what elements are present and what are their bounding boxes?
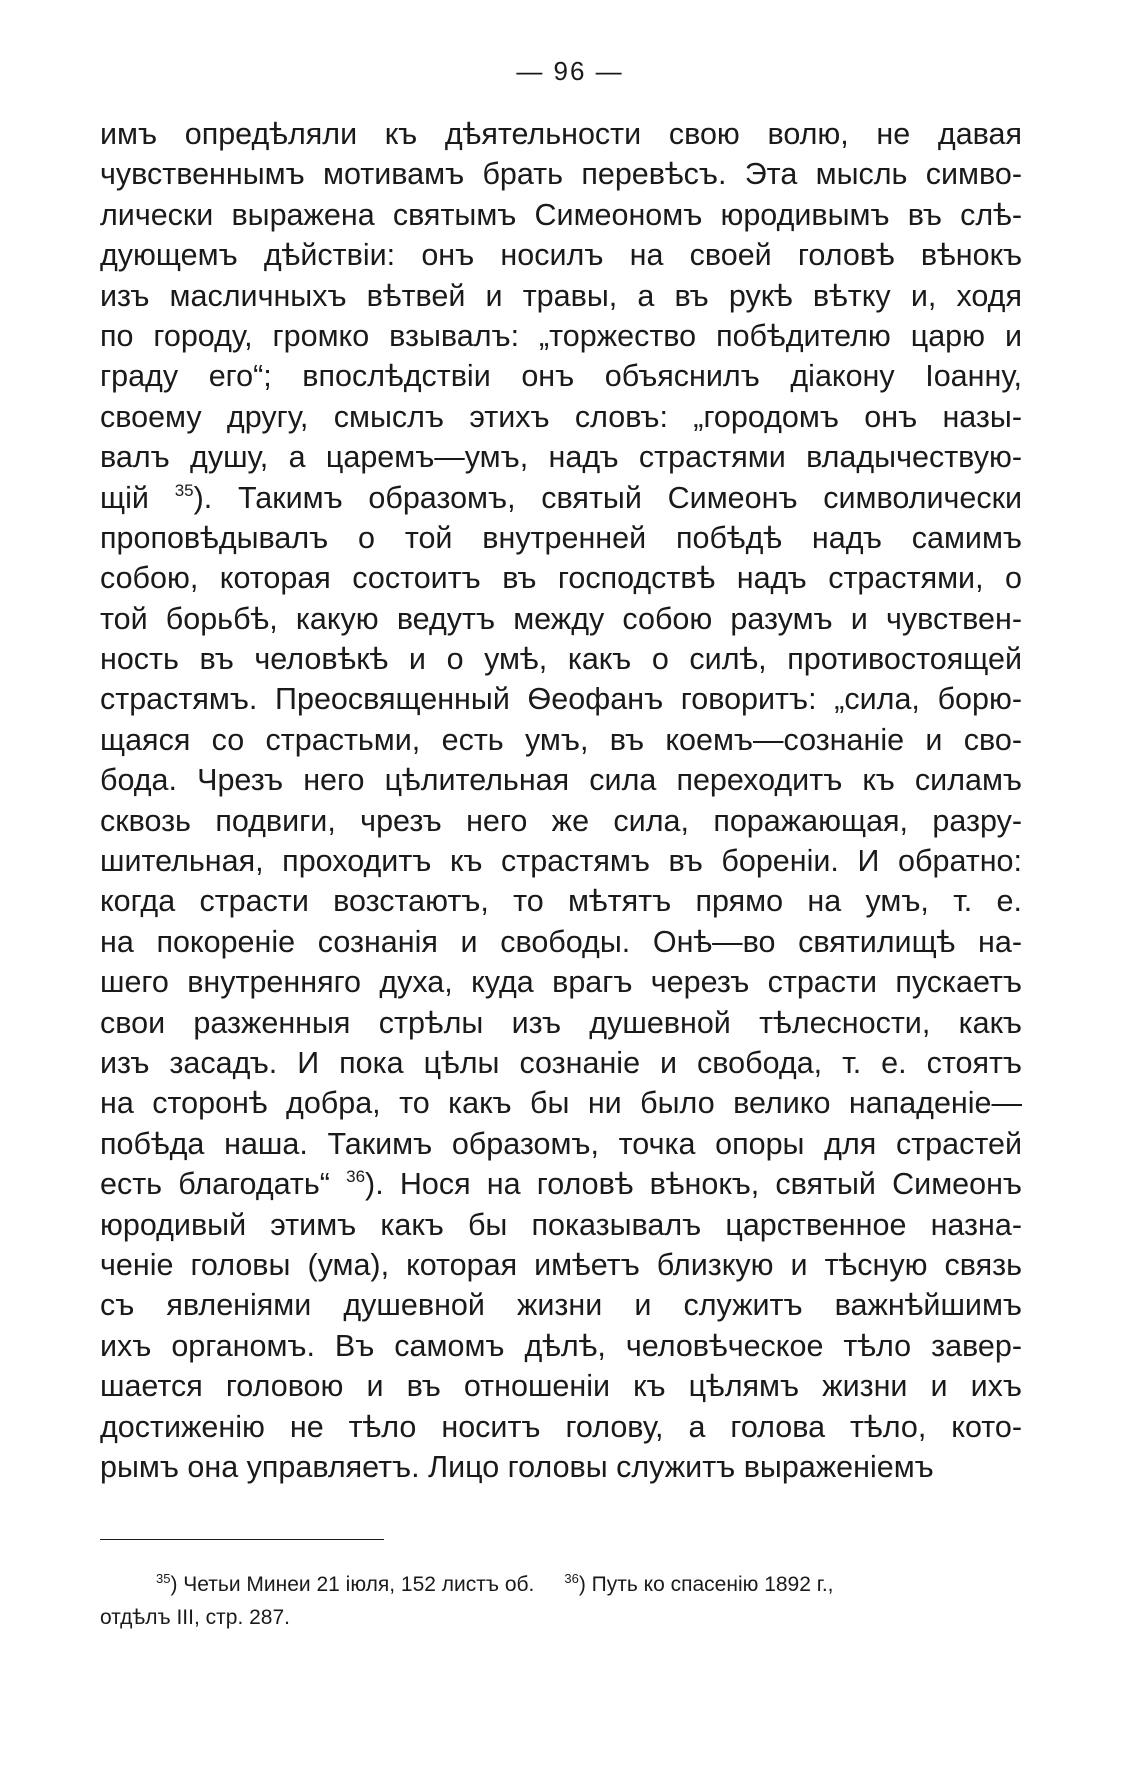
text-line: съ явленіями душевной жизни и служитъ важнѣйшимъ bbox=[100, 1288, 1022, 1323]
text-line: имъ опредѣляли къ дѣятельности свою волю, не давая bbox=[100, 117, 1022, 151]
text-line: на покореніе сознанія и свободы. Онѣ—во святилищѣ на- bbox=[100, 924, 1022, 959]
footnote-text: ) Путь ко спасенію 1892 г., bbox=[578, 1573, 834, 1596]
text-line: чувственнымъ мотивамъ брать перевѣсъ. Эта мысль симво- bbox=[100, 157, 1022, 192]
text-line: свои разженныя стрѣлы изъ душевной тѣлесности, какъ bbox=[100, 1005, 1022, 1040]
text-line: бода. Чрезъ него цѣлительная сила переходитъ къ силамъ bbox=[100, 763, 1022, 798]
text-fragment: ). Такимъ образомъ, святый Симеонъ символически bbox=[193, 480, 1022, 515]
text-line: дующемъ дѣйствіи: онъ носилъ на своей головѣ вѣнокъ bbox=[100, 238, 1022, 273]
footnote-reference: 35 bbox=[174, 480, 194, 500]
text-line: достиженію не тѣло носитъ голову, а голова тѣло, кото- bbox=[100, 1409, 1022, 1444]
text-line: шается головою и въ отношеніи къ цѣлямъ жизни и ихъ bbox=[100, 1369, 1022, 1404]
text-line: юродивый этимъ какъ бы показывалъ царственное назна- bbox=[100, 1207, 1022, 1242]
text-line: своему другу, смыслъ этихъ словъ: „городомъ онъ назы- bbox=[100, 399, 1022, 434]
text-line: ность въ человѣкѣ и о умѣ, какъ о силѣ, противостоящей bbox=[100, 642, 1022, 677]
text-line: шительная, проходитъ къ страстямъ въ бореніи. И обратно: bbox=[100, 844, 1022, 879]
text-line: когда страсти возстаютъ, то мѣтятъ прямо на умъ, т. е. bbox=[100, 884, 1022, 919]
text-line: валъ душу, а царемъ—умъ, надъ страстями владычествую- bbox=[100, 440, 1022, 475]
text-fragment: щій bbox=[100, 480, 175, 515]
footnote-number: 36 bbox=[564, 1571, 579, 1586]
text-line: сквозь подвиги, чрезъ него же сила, поражающая, разру- bbox=[100, 803, 1022, 838]
text-line bbox=[100, 478, 1022, 518]
text-line: щаяся со страстьми, есть умъ, въ коемъ—сознаніе и сво- bbox=[100, 722, 1022, 757]
footnote-text: ) Четьи Минеи 21 іюля, 152 листъ об. bbox=[170, 1573, 535, 1596]
footnote-divider bbox=[100, 1539, 384, 1540]
text-fragment: ). Нося на головѣ вѣнокъ, святый Симеонъ bbox=[365, 1167, 1022, 1202]
footnote-continuation: отдѣлъ III, стр. 287. bbox=[100, 1606, 290, 1629]
text-line: той борьбѣ, какую ведутъ между собою разумъ и чувствен- bbox=[100, 601, 1022, 636]
text-line: на сторонѣ добра, то какъ бы ни было велико нападеніе— bbox=[100, 1086, 1022, 1121]
text-line: собою, которая состоитъ въ господствѣ надъ страстями, о bbox=[100, 561, 1022, 596]
text-line: изъ масличныхъ вѣтвей и травы, а въ рукѣ вѣтку и, ходя bbox=[100, 278, 1022, 313]
text-line: по городу, громко взывалъ: „торжество побѣдителю царю и bbox=[100, 318, 1022, 353]
text-line: изъ засадъ. И пока цѣлы сознаніе и свобода, т. е. стоятъ bbox=[100, 1045, 1022, 1080]
footnote-reference: 36 bbox=[346, 1167, 366, 1187]
text-line: рымъ она управляетъ. Лицо головы служитъ выраженіемъ bbox=[100, 1449, 934, 1484]
text-line: ихъ органомъ. Въ самомъ дѣлѣ, человѣческое тѣло завер- bbox=[100, 1328, 1022, 1363]
footnotes bbox=[100, 1568, 1022, 1634]
text-line: граду его“; впослѣдствіи онъ объяснилъ діакону Іоанну, bbox=[100, 359, 1022, 394]
text-line: побѣда наша. Такимъ образомъ, точка опоры для страстей bbox=[100, 1126, 1022, 1161]
text-line: шего внутренняго духа, куда врагъ черезъ страсти пускаетъ bbox=[100, 965, 1022, 1000]
text-fragment: есть благодать“ bbox=[100, 1167, 347, 1202]
text-line: лически выражена святымъ Симеономъ юродивымъ въ слѣ- bbox=[100, 197, 1022, 232]
text-line: проповѣдывалъ о той внутренней побѣдѣ надъ самимъ bbox=[100, 520, 1022, 555]
text-line bbox=[100, 1164, 1022, 1204]
text-line: страстямъ. Преосвященный Ѳеофанъ говоритъ: „сила, борю- bbox=[100, 682, 1022, 717]
page-number: — 96 — bbox=[516, 56, 624, 86]
footnote-number: 35 bbox=[156, 1571, 171, 1586]
body-text bbox=[100, 114, 1022, 1487]
footnote-line bbox=[100, 1568, 1022, 1601]
text-line: ченіе головы (ума), которая имѣетъ близкую и тѣсную связь bbox=[100, 1247, 1022, 1282]
